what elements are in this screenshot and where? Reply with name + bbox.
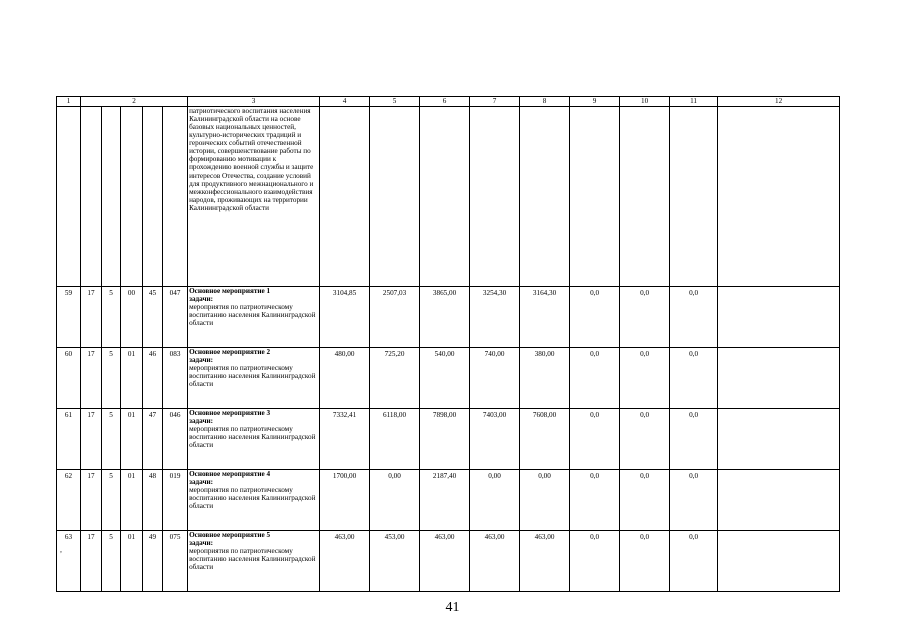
value-col-5: 725,20 — [370, 348, 420, 409]
value-col-12 — [718, 531, 840, 592]
code-4: 48 — [143, 470, 163, 531]
header-col-3: 3 — [188, 97, 320, 107]
value-col-9: 0,0 — [570, 470, 620, 531]
value-col-12 — [718, 287, 840, 348]
value-col-11: 0,0 — [670, 409, 718, 470]
activity-tasks-label: задачи: — [189, 295, 214, 304]
code-1: 17 — [81, 470, 102, 531]
activity-description: мероприятия по патриотическому воспитанию населения Калининградской области — [189, 425, 316, 450]
value-col-11: 0,0 — [670, 531, 718, 592]
value-col-4: 3104,85 — [320, 287, 370, 348]
activity-title: Основное мероприятие 5 — [189, 531, 271, 539]
page-number: 41 — [445, 600, 460, 615]
activity-title: Основное мероприятие 4 — [189, 470, 271, 478]
value-col-11: 0,0 — [670, 470, 718, 531]
value-col-4: 463,00 — [320, 531, 370, 592]
value-col-8: 0,00 — [520, 470, 570, 531]
value-col-7: 463,00 — [470, 531, 520, 592]
description — [188, 531, 320, 592]
code-5: 047 — [163, 287, 188, 348]
value-col-9: 0,0 — [570, 409, 620, 470]
value-col-4: 1700,00 — [320, 470, 370, 531]
header-col-12: 12 — [718, 97, 840, 107]
value-col-7: 0,00 — [470, 470, 520, 531]
header-col-4: 4 — [320, 97, 370, 107]
value-col-8: 7608,00 — [520, 409, 570, 470]
value-col-6: 2187,40 — [420, 470, 470, 531]
value-col-8: 3164,30 — [520, 287, 570, 348]
header-col-5: 5 — [370, 97, 420, 107]
table-row — [57, 287, 840, 348]
header-col-9: 9 — [570, 97, 620, 107]
value-col-5: 453,00 — [370, 531, 420, 592]
code-2: 5 — [102, 287, 121, 348]
activity-description: мероприятия по патриотическому воспитанию населения Калининградской области — [189, 547, 316, 572]
activity-tasks-label: задачи: — [189, 539, 214, 548]
activity-tasks-label: задачи: — [189, 417, 214, 426]
table-body — [57, 287, 840, 592]
code-2: 5 — [102, 409, 121, 470]
row-number: 60 — [57, 348, 81, 409]
continued-description: патриотического воспитания населения Калининградской области на основе базовых национальных ценностей, культурно-исторических традиций и героических событий отечественной истории, совершенствование работы по формированию мотивации к прохождению военной службы и защите интересов Отечества, создание условий для продуктивного межнационального и межконфессионального взаимодействия народов, проживающих на территории Калининградской области — [188, 107, 320, 287]
code-4: 47 — [143, 409, 163, 470]
header-row — [57, 97, 840, 107]
code-5: 046 — [163, 409, 188, 470]
code-4: 49 — [143, 531, 163, 592]
header-col-8: 8 — [520, 97, 570, 107]
value-col-6: 7898,00 — [420, 409, 470, 470]
table-row — [57, 470, 840, 531]
value-col-5: 2507,03 — [370, 287, 420, 348]
activity-tasks-label: задачи: — [189, 478, 214, 487]
activity-title: Основное мероприятие 2 — [189, 348, 271, 356]
value-col-10: 0,0 — [620, 409, 670, 470]
value-col-9: 0,0 — [570, 287, 620, 348]
row-number: 59 — [57, 287, 81, 348]
value-col-8: 380,00 — [520, 348, 570, 409]
activity-title: Основное мероприятие 3 — [189, 409, 271, 417]
activity-description: мероприятия по патриотическому воспитанию населения Калининградской области — [189, 364, 316, 389]
value-col-11: 0,0 — [670, 348, 718, 409]
code-3: 01 — [121, 531, 143, 592]
value-col-10: 0,0 — [620, 348, 670, 409]
value-col-6: 3865,00 — [420, 287, 470, 348]
value-col-9: 0,0 — [570, 348, 620, 409]
activity-description: мероприятия по патриотическому воспитанию населения Калининградской области — [189, 486, 316, 511]
stray-mark: , — [60, 545, 62, 554]
code-3: 01 — [121, 409, 143, 470]
code-4: 45 — [143, 287, 163, 348]
value-col-9: 0,0 — [570, 531, 620, 592]
code-5: 083 — [163, 348, 188, 409]
value-col-11: 0,0 — [670, 287, 718, 348]
value-col-7: 3254,30 — [470, 287, 520, 348]
value-col-10: 0,0 — [620, 287, 670, 348]
code-5: 019 — [163, 470, 188, 531]
value-col-6: 463,00 — [420, 531, 470, 592]
value-col-12 — [718, 409, 840, 470]
code-3: 01 — [121, 470, 143, 531]
value-col-5: 6118,00 — [370, 409, 420, 470]
code-1: 17 — [81, 287, 102, 348]
row-number: 63 — [57, 531, 81, 592]
activity-tasks-label: задачи: — [189, 356, 214, 365]
value-col-10: 0,0 — [620, 470, 670, 531]
value-col-8: 463,00 — [520, 531, 570, 592]
header-col-2: 2 — [81, 97, 188, 107]
value-col-12 — [718, 470, 840, 531]
code-3: 01 — [121, 348, 143, 409]
header-col-1: 1 — [57, 97, 81, 107]
code-3: 00 — [121, 287, 143, 348]
code-2: 5 — [102, 348, 121, 409]
description — [188, 348, 320, 409]
header-col-6: 6 — [420, 97, 470, 107]
code-2: 5 — [102, 531, 121, 592]
code-1: 17 — [81, 409, 102, 470]
code-4: 46 — [143, 348, 163, 409]
header-col-10: 10 — [620, 97, 670, 107]
description — [188, 287, 320, 348]
row-number: 62 — [57, 470, 81, 531]
value-col-10: 0,0 — [620, 531, 670, 592]
description — [188, 409, 320, 470]
value-col-7: 740,00 — [470, 348, 520, 409]
value-col-4: 480,00 — [320, 348, 370, 409]
table-row — [57, 409, 840, 470]
value-col-5: 0,00 — [370, 470, 420, 531]
activity-description: мероприятия по патриотическому воспитанию населения Калининградской области — [189, 303, 316, 328]
description — [188, 470, 320, 531]
value-col-6: 540,00 — [420, 348, 470, 409]
budget-table — [56, 96, 840, 592]
table-row — [57, 348, 840, 409]
activity-title: Основное мероприятие 1 — [189, 287, 271, 295]
table-row — [57, 531, 840, 592]
table-row-continued — [57, 107, 840, 287]
value-col-4: 7332,41 — [320, 409, 370, 470]
row-number: 61 — [57, 409, 81, 470]
code-1: 17 — [81, 348, 102, 409]
code-1: 17 — [81, 531, 102, 592]
code-5: 075 — [163, 531, 188, 592]
value-col-12 — [718, 348, 840, 409]
value-col-7: 7403,00 — [470, 409, 520, 470]
code-2: 5 — [102, 470, 121, 531]
header-col-11: 11 — [670, 97, 718, 107]
header-col-7: 7 — [470, 97, 520, 107]
